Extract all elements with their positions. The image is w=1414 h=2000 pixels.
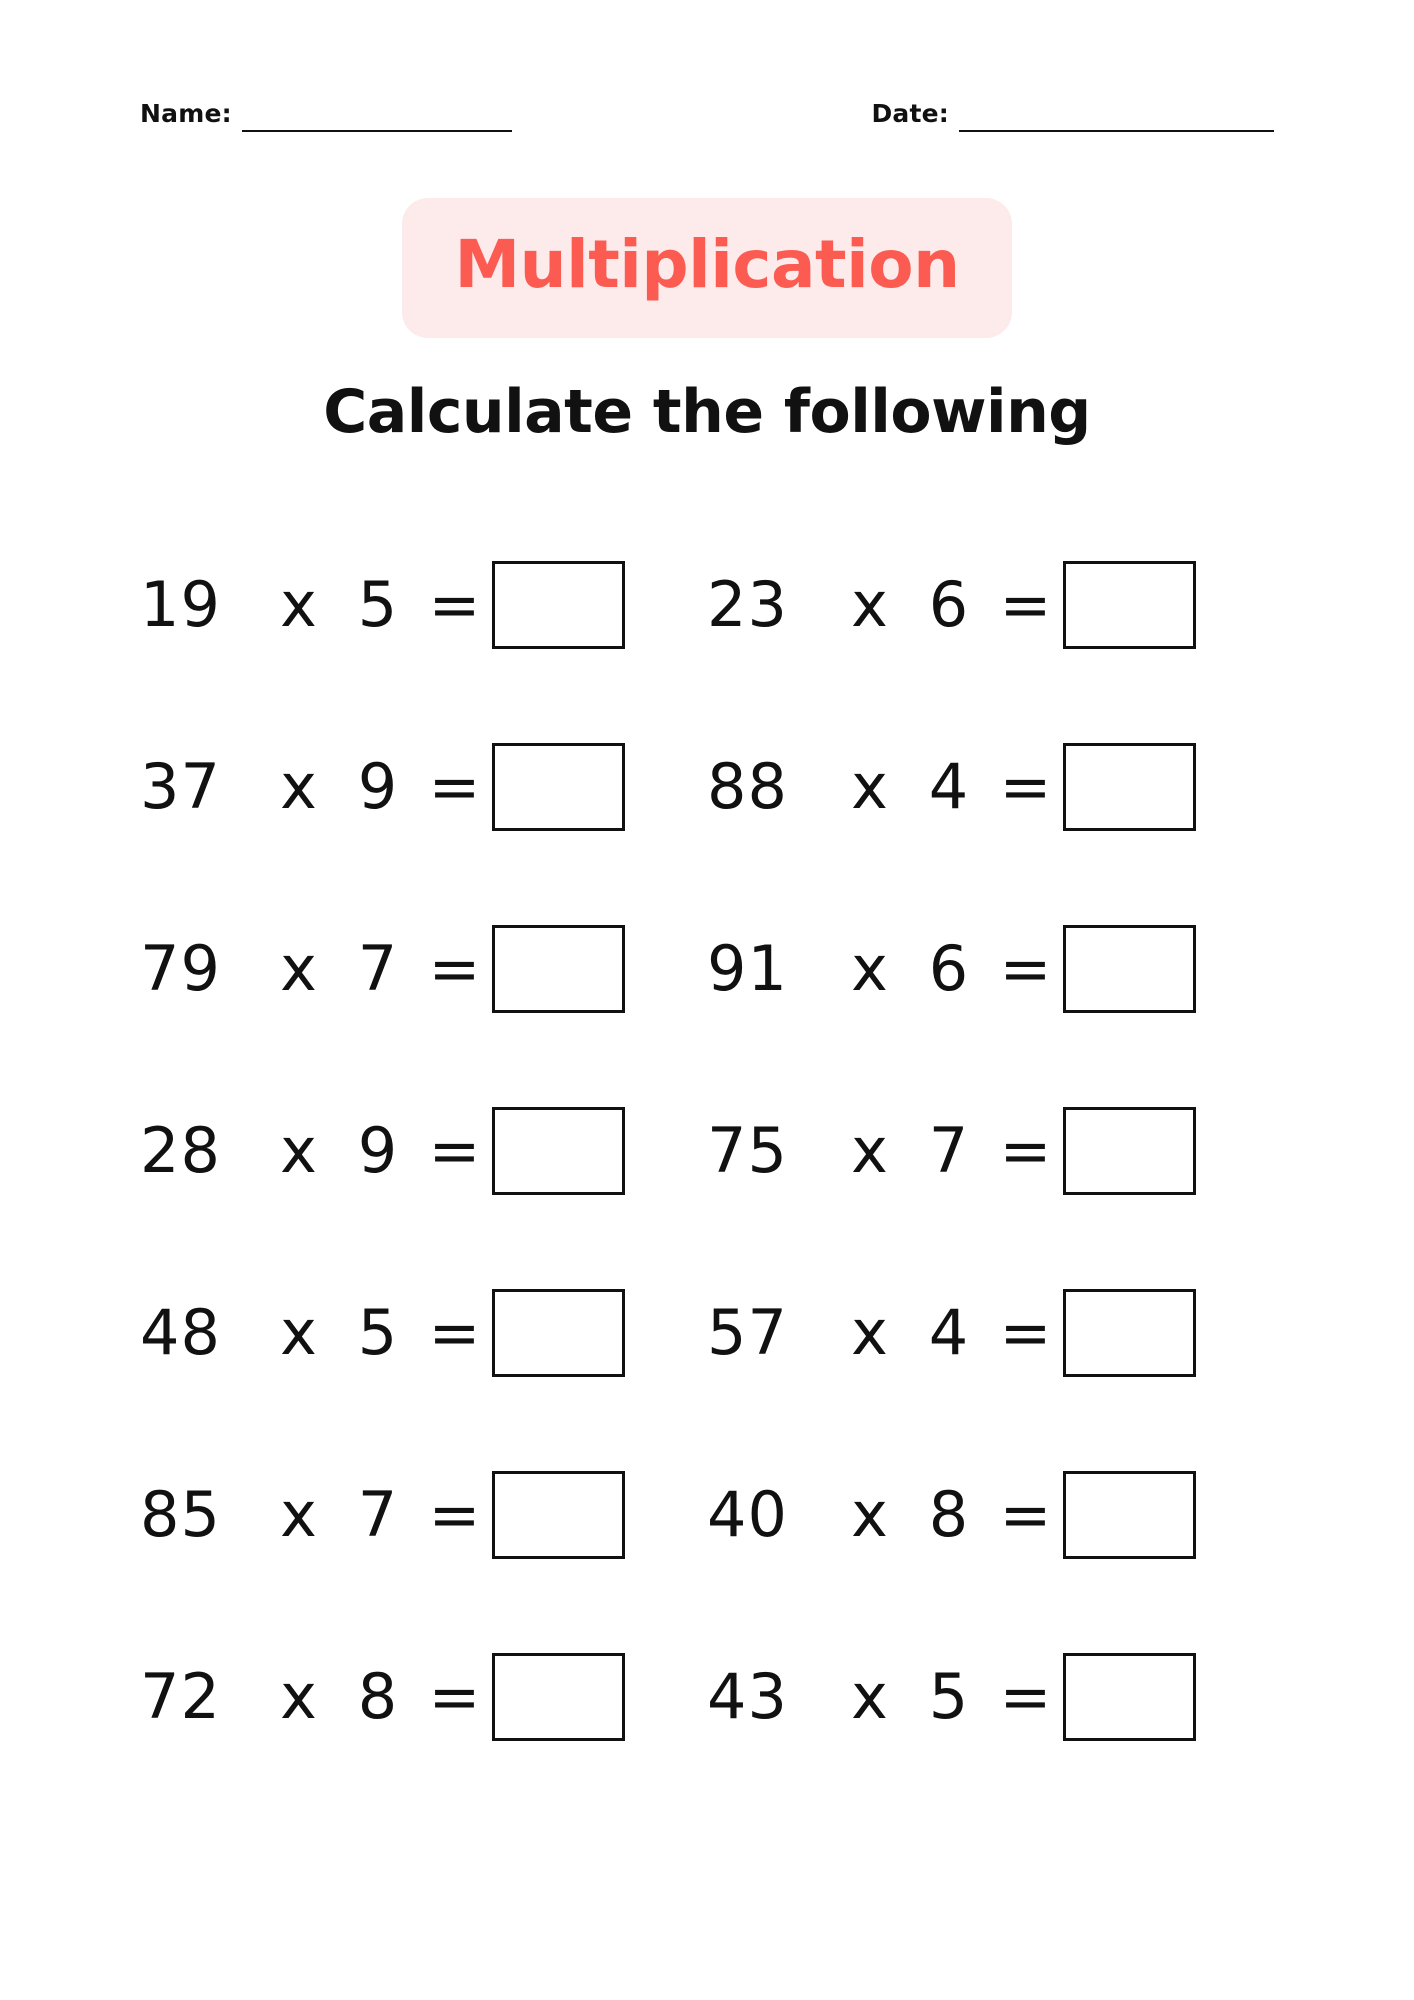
equals-symbol: = bbox=[428, 1478, 482, 1551]
multiply-symbol: x bbox=[280, 1114, 318, 1187]
operand-a: 43 bbox=[707, 1660, 788, 1733]
operand-a: 88 bbox=[707, 750, 788, 823]
answer-box[interactable] bbox=[492, 743, 625, 831]
answer-box[interactable] bbox=[492, 1653, 625, 1741]
answer-box[interactable] bbox=[492, 925, 625, 1013]
name-field[interactable] bbox=[140, 100, 512, 132]
answer-box[interactable] bbox=[1063, 1289, 1196, 1377]
operand-b: 6 bbox=[928, 568, 970, 641]
operand-a: 79 bbox=[140, 932, 221, 1005]
operand-a: 85 bbox=[140, 1478, 221, 1551]
operand-a: 23 bbox=[707, 568, 788, 641]
problem-item bbox=[707, 1060, 1274, 1242]
problem-item bbox=[140, 1606, 707, 1788]
operand-a: 28 bbox=[140, 1114, 221, 1187]
operand-b: 8 bbox=[357, 1660, 399, 1733]
operand-b: 7 bbox=[357, 1478, 399, 1551]
equals-symbol: = bbox=[428, 1114, 482, 1187]
answer-box[interactable] bbox=[492, 1107, 625, 1195]
answer-box[interactable] bbox=[1063, 1471, 1196, 1559]
date-write-line[interactable] bbox=[959, 100, 1274, 132]
operand-b: 4 bbox=[928, 750, 970, 823]
equals-symbol: = bbox=[999, 750, 1053, 823]
operand-a: 37 bbox=[140, 750, 221, 823]
name-label: Name: bbox=[140, 99, 232, 128]
problem-item bbox=[140, 1060, 707, 1242]
answer-box[interactable] bbox=[492, 561, 625, 649]
equals-symbol: = bbox=[428, 1296, 482, 1369]
problem-item bbox=[707, 1424, 1274, 1606]
operand-a: 48 bbox=[140, 1296, 221, 1369]
operand-b: 5 bbox=[928, 1660, 970, 1733]
problem-item bbox=[140, 514, 707, 696]
answer-box[interactable] bbox=[1063, 743, 1196, 831]
worksheet-header bbox=[140, 0, 1274, 132]
equals-symbol: = bbox=[999, 1296, 1053, 1369]
multiply-symbol: x bbox=[851, 1660, 889, 1733]
problem-item bbox=[707, 514, 1274, 696]
answer-box[interactable] bbox=[1063, 1653, 1196, 1741]
worksheet-title: Multiplication bbox=[402, 198, 1011, 338]
name-write-line[interactable] bbox=[242, 100, 512, 132]
equals-symbol: = bbox=[428, 1660, 482, 1733]
equals-symbol: = bbox=[999, 1660, 1053, 1733]
multiply-symbol: x bbox=[280, 750, 318, 823]
problem-item bbox=[707, 1242, 1274, 1424]
answer-box[interactable] bbox=[1063, 1107, 1196, 1195]
equals-symbol: = bbox=[428, 568, 482, 641]
date-field[interactable] bbox=[871, 100, 1274, 132]
title-area bbox=[140, 198, 1274, 338]
operand-b: 7 bbox=[928, 1114, 970, 1187]
problems-grid bbox=[140, 514, 1274, 1788]
multiply-symbol: x bbox=[851, 1114, 889, 1187]
multiply-symbol: x bbox=[280, 932, 318, 1005]
equals-symbol: = bbox=[999, 932, 1053, 1005]
multiply-symbol: x bbox=[851, 1296, 889, 1369]
problem-item bbox=[140, 1242, 707, 1424]
multiply-symbol: x bbox=[280, 1296, 318, 1369]
operand-a: 19 bbox=[140, 568, 221, 641]
operand-b: 8 bbox=[928, 1478, 970, 1551]
operand-a: 57 bbox=[707, 1296, 788, 1369]
operand-b: 5 bbox=[357, 1296, 399, 1369]
problem-item bbox=[140, 1424, 707, 1606]
date-label: Date: bbox=[871, 99, 949, 128]
equals-symbol: = bbox=[999, 1478, 1053, 1551]
operand-b: 9 bbox=[357, 1114, 399, 1187]
operand-a: 72 bbox=[140, 1660, 221, 1733]
worksheet-subtitle: Calculate the following bbox=[323, 377, 1091, 447]
multiply-symbol: x bbox=[280, 568, 318, 641]
multiply-symbol: x bbox=[851, 568, 889, 641]
multiply-symbol: x bbox=[851, 750, 889, 823]
operand-b: 4 bbox=[928, 1296, 970, 1369]
operand-b: 7 bbox=[357, 932, 399, 1005]
problem-item bbox=[707, 696, 1274, 878]
problem-item bbox=[140, 696, 707, 878]
answer-box[interactable] bbox=[1063, 561, 1196, 649]
problem-item bbox=[140, 878, 707, 1060]
equals-symbol: = bbox=[999, 568, 1053, 641]
operand-a: 40 bbox=[707, 1478, 788, 1551]
multiply-symbol: x bbox=[280, 1660, 318, 1733]
operand-a: 91 bbox=[707, 932, 788, 1005]
multiply-symbol: x bbox=[851, 932, 889, 1005]
operand-b: 5 bbox=[357, 568, 399, 641]
equals-symbol: = bbox=[428, 750, 482, 823]
answer-box[interactable] bbox=[492, 1471, 625, 1559]
operand-b: 9 bbox=[357, 750, 399, 823]
problem-item bbox=[707, 878, 1274, 1060]
multiply-symbol: x bbox=[851, 1478, 889, 1551]
operand-b: 6 bbox=[928, 932, 970, 1005]
operand-a: 75 bbox=[707, 1114, 788, 1187]
answer-box[interactable] bbox=[492, 1289, 625, 1377]
equals-symbol: = bbox=[428, 932, 482, 1005]
equals-symbol: = bbox=[999, 1114, 1053, 1187]
multiply-symbol: x bbox=[280, 1478, 318, 1551]
problem-item bbox=[707, 1606, 1274, 1788]
answer-box[interactable] bbox=[1063, 925, 1196, 1013]
